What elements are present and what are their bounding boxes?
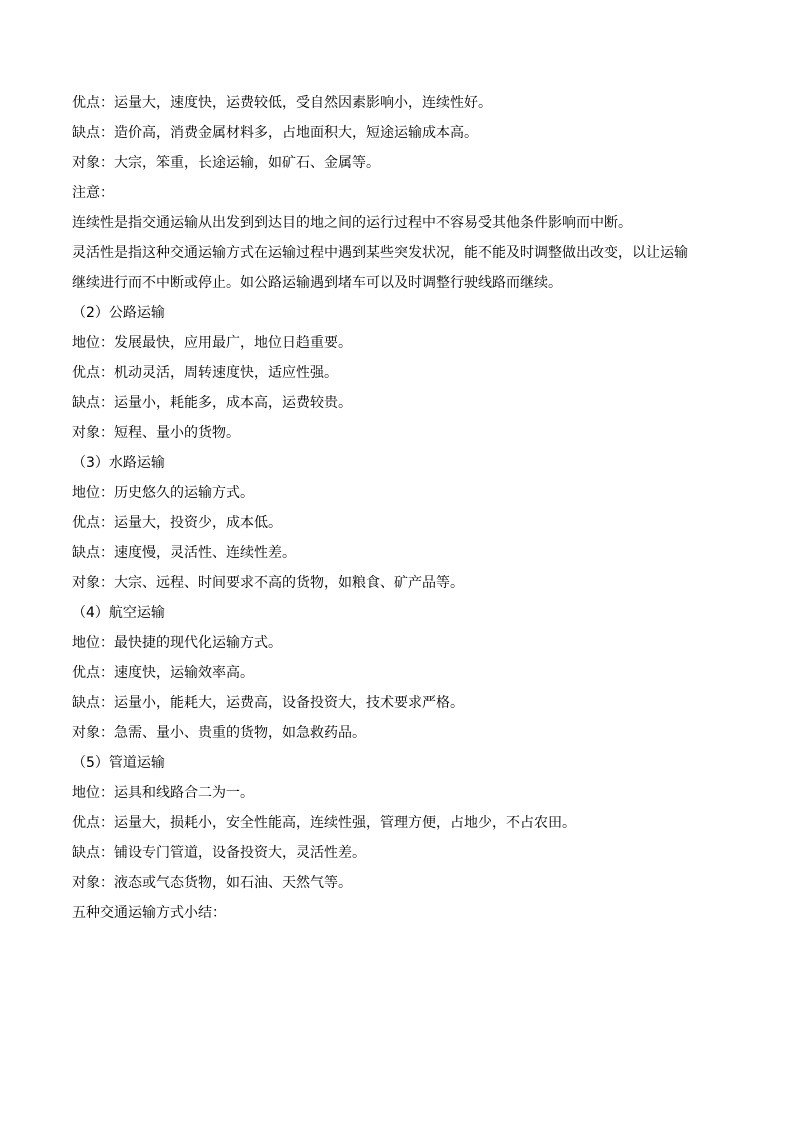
road-advantages: 优点：机动灵活，周转速度快，适应性强。 <box>72 365 338 381</box>
road-objects: 对象：短程、量小的货物。 <box>72 425 240 441</box>
road-disadvantages: 缺点：运量小，耗能多，成本高，运费较贵。 <box>72 395 352 411</box>
section-heading-water: （3）水路运输 <box>72 455 165 471</box>
railway-objects: 对象：大宗，笨重，长途运输，如矿石、金属等。 <box>72 155 380 171</box>
note-flexibility-line-2: 继续进行而不中断或停止。如公路运输遇到堵车可以及时调整行驶线路而继续。 <box>72 275 562 291</box>
air-objects: 对象：急需、量小、贵重的货物，如急救药品。 <box>72 725 366 741</box>
note-heading: 注意： <box>72 185 114 201</box>
water-advantages: 优点：运量大，投资少，成本低。 <box>72 515 282 531</box>
pipeline-disadvantages: 缺点：铺设专门管道，设备投资大，灵活性差。 <box>72 845 366 861</box>
railway-advantages: 优点：运量大，速度快，运费较低，受自然因素影响小，连续性好。 <box>72 95 492 111</box>
pipeline-objects: 对象：液态或气态货物，如石油、天然气等。 <box>72 875 352 891</box>
water-disadvantages: 缺点：速度慢，灵活性、连续性差。 <box>72 545 296 561</box>
section-heading-road: （2）公路运输 <box>72 305 165 321</box>
air-status: 地位：最快捷的现代化运输方式。 <box>72 635 282 651</box>
section-heading-air: （4）航空运输 <box>72 605 165 621</box>
road-status: 地位：发展最快，应用最广，地位日趋重要。 <box>72 335 352 351</box>
pipeline-status: 地位：运具和线路合二为一。 <box>72 785 254 801</box>
water-objects: 对象：大宗、远程、时间要求不高的货物，如粮食、矿产品等。 <box>72 575 464 591</box>
document-body <box>72 88 732 928</box>
note-continuity: 连续性是指交通运输从出发到到达目的地之间的运行过程中不容易受其他条件影响而中断。 <box>72 215 632 231</box>
air-disadvantages: 缺点：运量小，能耗大，运费高，设备投资大，技术要求严格。 <box>72 695 464 711</box>
section-heading-pipeline: （5）管道运输 <box>72 755 165 771</box>
air-advantages: 优点：速度快，运输效率高。 <box>72 665 254 681</box>
railway-disadvantages: 缺点：造价高，消费金属材料多，占地面积大，短途运输成本高。 <box>72 125 478 141</box>
pipeline-advantages: 优点：运量大，损耗小，安全性能高，连续性强，管理方便，占地少，不占农田。 <box>72 815 576 831</box>
water-status: 地位：历史悠久的运输方式。 <box>72 485 254 501</box>
note-flexibility-line-1: 灵活性是指这种交通运输方式在运输过程中遇到某些突发状况，能不能及时调整做出改变，以让运输 <box>72 245 688 261</box>
summary-heading: 五种交通运输方式小结： <box>72 905 226 921</box>
